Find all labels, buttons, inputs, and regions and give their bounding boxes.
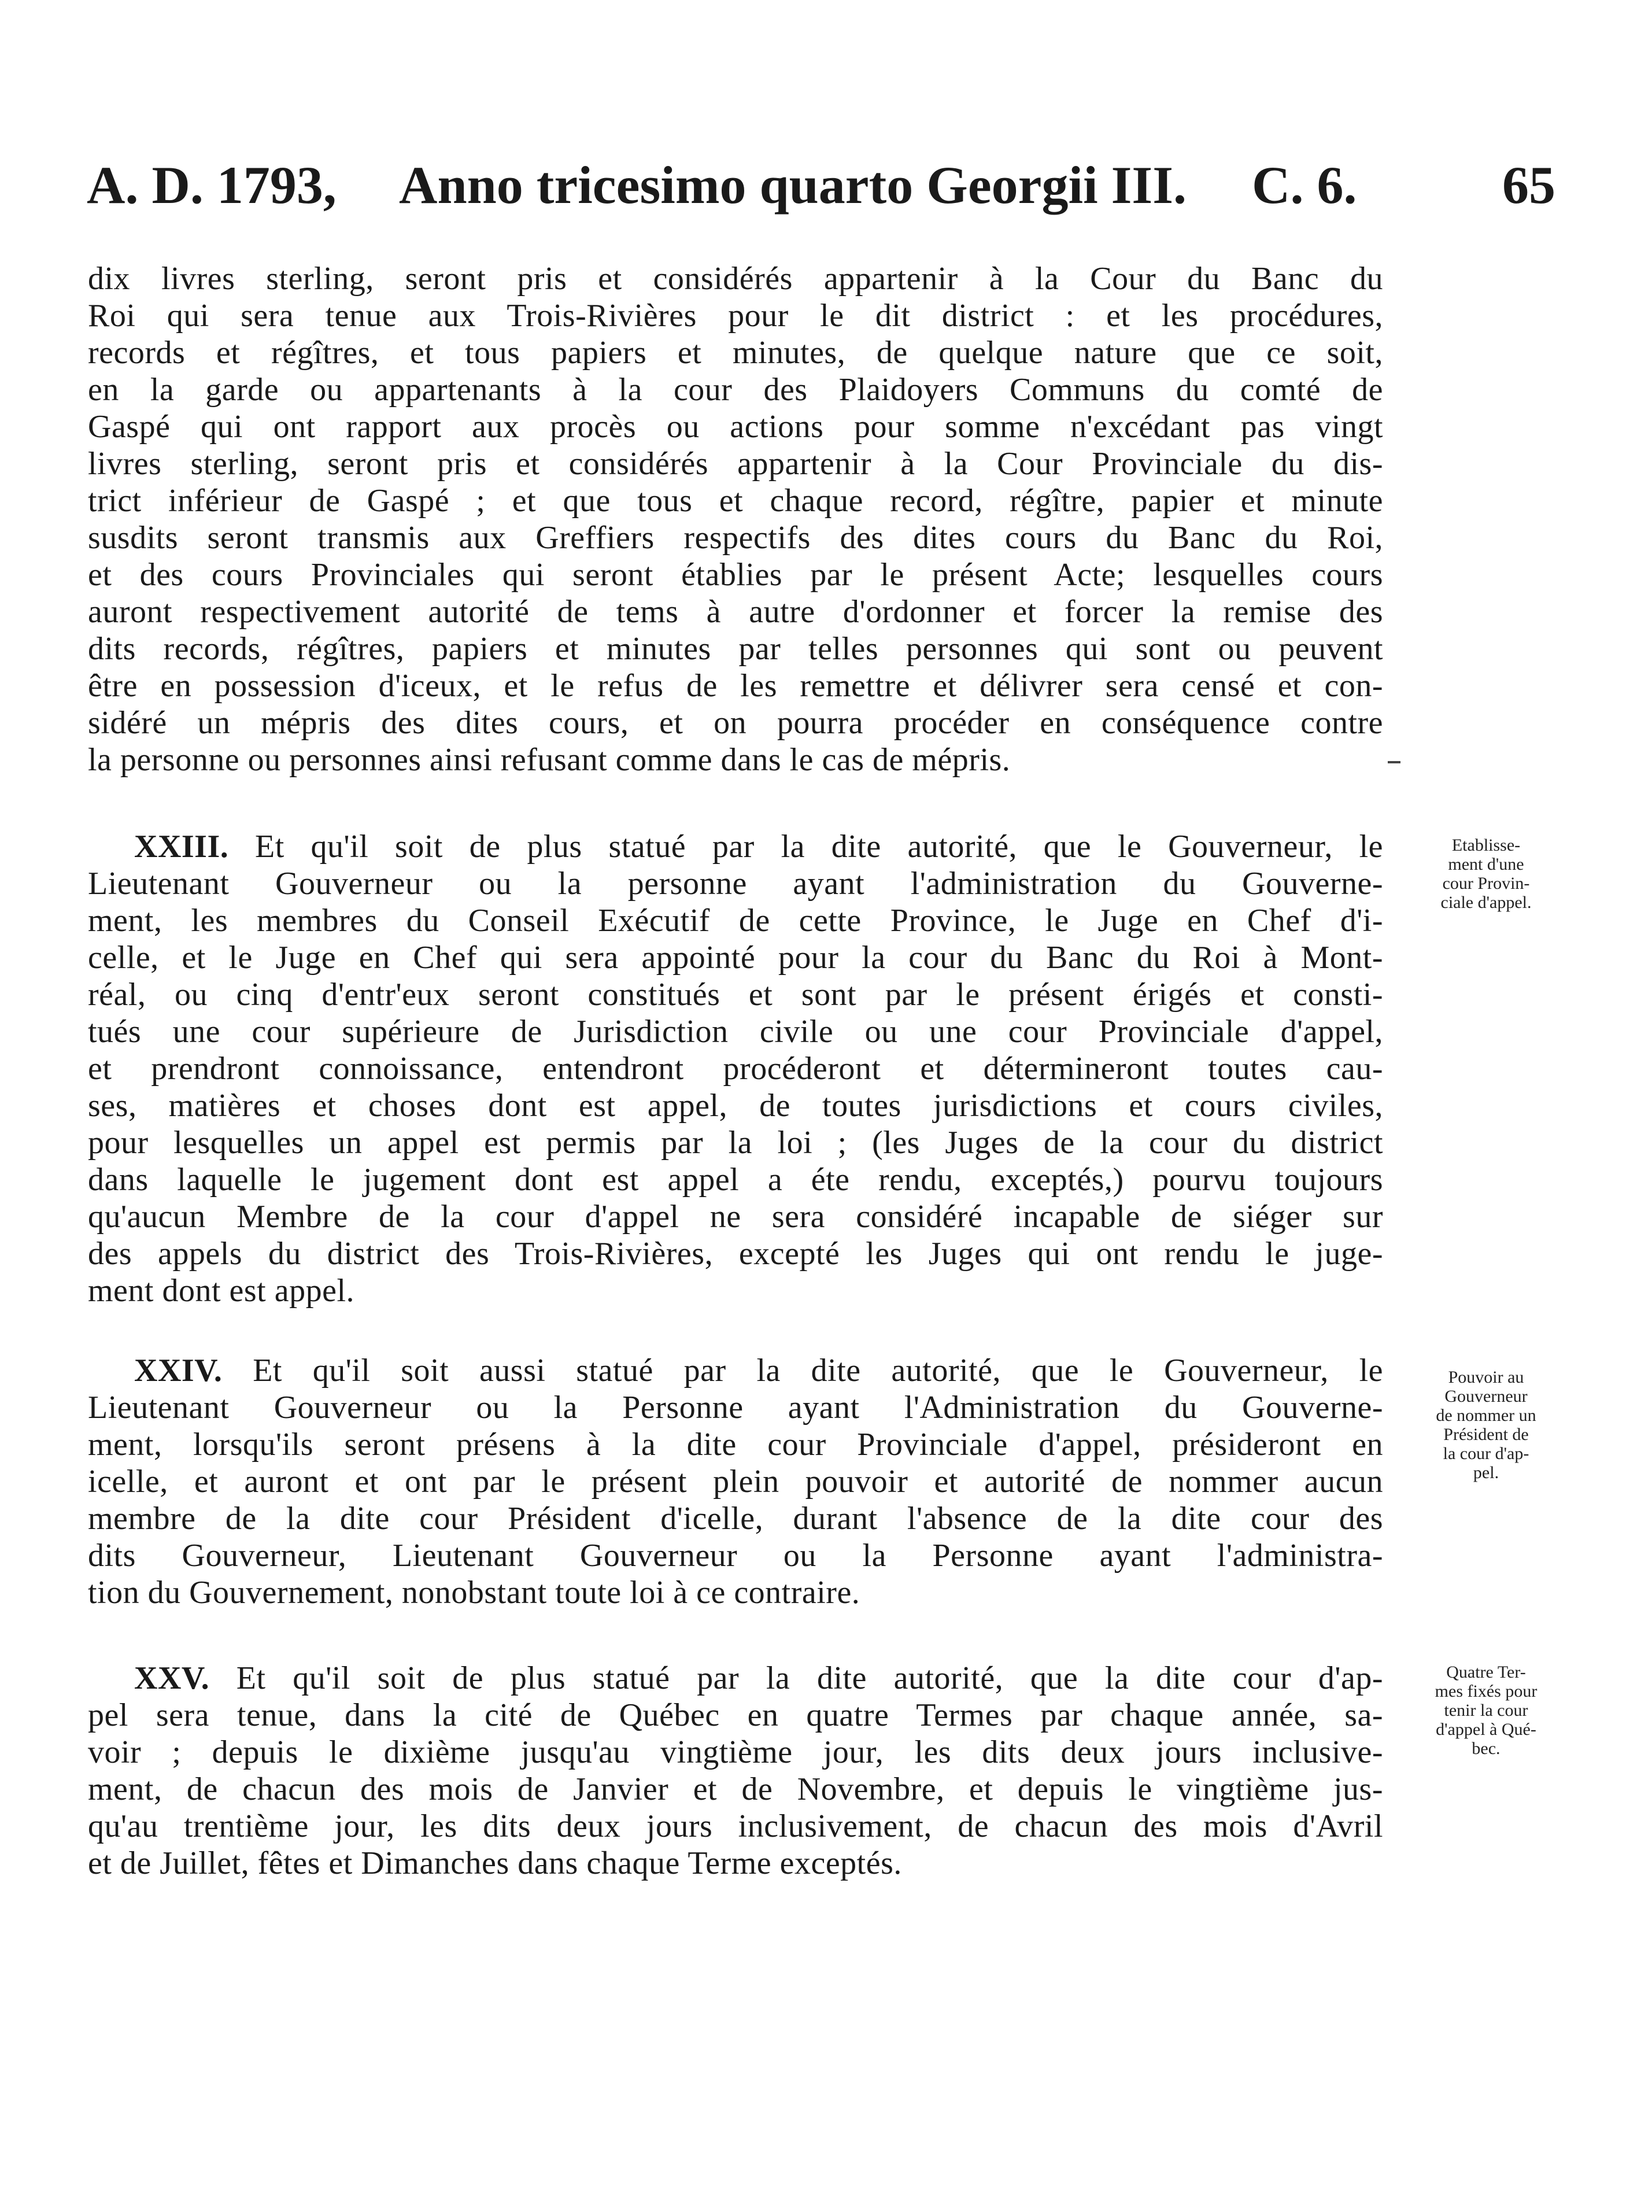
margin-note-line: d'appel à Qué- (1436, 1720, 1536, 1739)
header-year: A. D. 1793, (87, 156, 337, 215)
text-line: dix livres sterling, seront pris et considérés appartenir à la Cour du Banc du (88, 261, 1383, 297)
margin-note-line: cour Provin- (1442, 874, 1530, 893)
text-line: Roi qui sera tenue aux Trois-Rivières pour le dit district : et les procédures, (88, 298, 1383, 334)
margin-note-line: ment d'une (1448, 855, 1524, 874)
paragraph-xxiii (88, 828, 1383, 1309)
margin-note-line: Etablisse- (1451, 836, 1521, 855)
section-number: XXV. (134, 1660, 210, 1696)
text-line: ment, de chacun des mois de Janvier et de Novembre, et depuis le vingtième jus- (88, 1771, 1383, 1807)
text-line: et de Juillet, fêtes et Dimanches dans chaque Terme exceptés. (88, 1845, 902, 1881)
paragraph-continuation (88, 260, 1383, 778)
margin-note-line: bec. (1472, 1739, 1501, 1758)
header-chapter: C. 6. (1252, 156, 1357, 215)
margin-note-line: tenir la cour (1444, 1701, 1528, 1720)
text-line: auront respectivement autorité de tems à autre d'ordonner et forcer la remise des (88, 594, 1383, 630)
text-line: trict inférieur de Gaspé ; et que tous et chaque record, régître, papier et minute (88, 483, 1383, 519)
text-line: susdits seront transmis aux Greffiers respectifs des dites cours du Banc du Roi, (88, 520, 1383, 556)
text-line (88, 828, 1383, 865)
section-number: XXIV. (134, 1353, 223, 1388)
section-text: Et qu'il soit de plus statué par la dite autorité, que le Gouverneur, le (228, 829, 1383, 865)
margin-note-line: ciale d'appel. (1440, 893, 1532, 912)
text-line: membre de la dite cour Président d'icelle, durant l'absence de la dite cour des (88, 1501, 1383, 1537)
text-line: livres sterling, seront pris et considérés appartenir à la Cour Provinciale du dis- (88, 446, 1383, 482)
text-line (88, 1352, 1383, 1389)
text-line: être en possession d'iceux, et le refus de les remettre et délivrer sera censé et con- (88, 668, 1383, 704)
header-title: Anno tricesimo quarto Georgii III. (399, 156, 1187, 215)
text-line: réal, ou cinq d'entr'eux seront constitués et sont par le présent érigés et consti- (88, 977, 1383, 1013)
section-text: Et qu'il soit aussi statué par la dite autorité, que le Gouverneur, le (222, 1353, 1383, 1388)
margin-note-pouvoir-gouverneur (1402, 1368, 1570, 1482)
page-number: 65 (1502, 156, 1555, 215)
text-line: Gaspé qui ont rapport aux procès ou actions pour somme n'excédant pas vingt (88, 409, 1383, 445)
margin-note-line: de nommer un (1436, 1406, 1536, 1425)
margin-note-line: la cour d'ap- (1443, 1444, 1529, 1463)
margin-note-line: Gouverneur (1444, 1387, 1528, 1406)
text-line: des appels du district des Trois-Rivières, excepté les Juges qui ont rendu le juge- (88, 1236, 1383, 1272)
margin-note-line: Pouvoir au (1448, 1368, 1524, 1387)
text-line: Lieutenant Gouverneur ou la personne ayant l'administration du Gouverne- (88, 866, 1383, 902)
text-line: et des cours Provinciales qui seront établies par le présent Acte; lesquelles cours (88, 557, 1383, 593)
text-line: et prendront connoissance, entendront procéderont et détermineront toutes cau- (88, 1051, 1383, 1087)
section-number: XXIII. (134, 829, 229, 865)
text-line: en la garde ou appartenants à la cour des Plaidoyers Communs du comté de (88, 372, 1383, 408)
text-line: ses, matières et choses dont est appel, de toutes jurisdictions et cours civiles, (88, 1088, 1383, 1124)
text-line: la personne ou personnes ainsi refusant comme dans le cas de mépris. (88, 742, 1011, 778)
paragraph-xxv (88, 1660, 1383, 1882)
text-line: qu'au trentième jour, les dits deux jours inclusivement, de chacun des mois d'Avril (88, 1808, 1383, 1844)
text-line: sidéré un mépris des dites cours, et on pourra procéder en conséquence contre (88, 705, 1383, 741)
text-line: pour lesquelles un appel est permis par la loi ; (les Juges de la cour du district (88, 1125, 1383, 1161)
text-line: tion du Gouvernement, nonobstant toute loi à ce contraire. (88, 1575, 860, 1611)
text-line: icelle, et auront et ont par le présent plein pouvoir et autorité de nommer aucun (88, 1464, 1383, 1500)
margin-note-quatre-termes (1402, 1663, 1570, 1758)
text-line: ment, lorsqu'ils seront présens à la dite cour Provinciale d'appel, présideront en (88, 1427, 1383, 1463)
margin-note-line: mes fixés pour (1435, 1682, 1538, 1701)
margin-note-cour-provinciale (1402, 836, 1570, 912)
text-line: voir ; depuis le dixième jusqu'au vingtième jour, les dits deux jours inclusive- (88, 1734, 1383, 1770)
margin-note-line: Président de (1443, 1425, 1529, 1444)
running-header (87, 147, 1555, 223)
text-line: pel sera tenue, dans la cité de Québec en quatre Termes par chaque année, sa- (88, 1697, 1383, 1733)
text-line: records et régîtres, et tous papiers et minutes, de quelque nature que ce soit, (88, 335, 1383, 371)
text-line: tués une cour supérieure de Jurisdiction civile ou une cour Provinciale d'appel, (88, 1014, 1383, 1050)
margin-note-line: pel. (1473, 1463, 1499, 1482)
margin-note-line: Quatre Ter- (1446, 1663, 1526, 1682)
text-line: celle, et le Juge en Chef qui sera appointé pour la cour du Banc du Roi à Mont- (88, 940, 1383, 976)
margin-dash (1388, 761, 1400, 763)
text-line: Lieutenant Gouverneur ou la Personne ayant l'Administration du Gouverne- (88, 1390, 1383, 1426)
text-line: dits records, régîtres, papiers et minutes par telles personnes qui sont ou peuvent (88, 631, 1383, 667)
paragraph-xxiv (88, 1352, 1383, 1611)
text-line (88, 1660, 1383, 1697)
text-line: dits Gouverneur, Lieutenant Gouverneur ou la Personne ayant l'administra- (88, 1538, 1383, 1574)
text-line: ment, les membres du Conseil Exécutif de cette Province, le Juge en Chef d'i- (88, 903, 1383, 939)
section-text: Et qu'il soit de plus statué par la dite autorité, que la dite cour d'ap- (209, 1660, 1383, 1696)
text-line: ment dont est appel. (88, 1273, 355, 1309)
text-line: dans laquelle le jugement dont est appel a éte rendu, exceptés,) pourvu toujours (88, 1162, 1383, 1198)
text-line: qu'aucun Membre de la cour d'appel ne sera considéré incapable de siéger sur (88, 1199, 1383, 1235)
